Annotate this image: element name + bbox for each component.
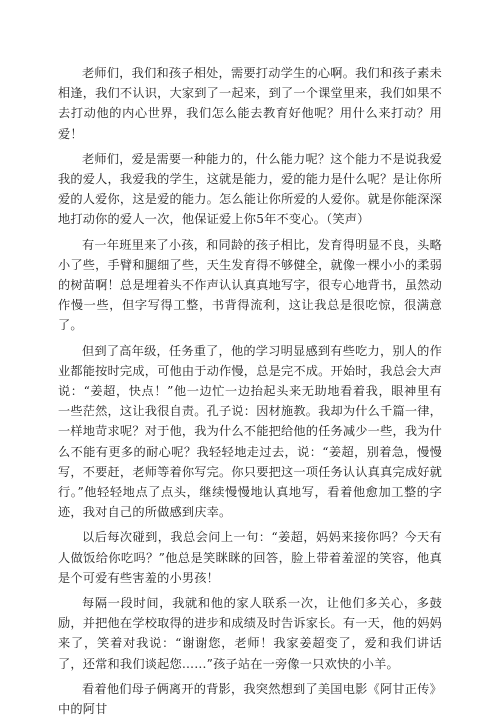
paragraph-7: 看着他们母子俩离开的背影，我突然想到了美国电影《阿甘正传》中的阿甘 — [58, 681, 442, 717]
paragraph-1: 老师们，我们和孩子相处，需要打动学生的心啊。我们和孩子素未相逢，我们不认识，大家到了一起来，到了一个课堂里来，我们如果不去打动他的内心世界，我们怎么能去教育好他呢？用什么来打动？用爱！ — [58, 66, 443, 141]
paragraph-2: 老师们，爱是需要一种能力的，什么能力呢？这个能力不是说我爱我的爱人，我爱我的学生，这就是能力，爱的能力是什么呢？是让你所爱的人爱你，这是爱的能力。怎么能让你所爱的人爱你。就是你能深深地打动你的爱人一次，他保证爱上你5年不变心。（笑声） — [58, 151, 443, 227]
paragraph-5: 以后每次碰到，我总会问上一句：“姜超，妈妈来接你吗？今天有人做饭给你吃吗？”他总是笑眯眯的回答，脸上带着羞涩的笑容，他真是个可爱有些害羞的小男孩！ — [58, 530, 442, 585]
paragraph-4: 但到了高年级，任务重了，他的学习明显感到有些吃力，别人的作业都能按时完成，可他由于动作慢，总是完不成。开始时，我总会大声说：“姜超，快点！”他一边忙一边抬起头来无助地看着我，眼神里有一些茫然，这让我很自责。孔子说：因材施教。我却为什么千篇一律，一样地苛求呢？对于他，我为什么不能把给他的任务减少一些，我为什么不能有更多的耐心呢？我轻轻地走过去，说：“姜超，别着急，慢慢写，不要赶，老师等着你写完。你只要把这一项任务认认真真完成好就行。”他轻轻地点了点头，继续慢慢地认真地写，看着他愈加工整的字迹，我对自己的所做感到庆幸。 — [58, 343, 443, 520]
paragraph-3: 有一年班里来了小孩，和同龄的孩子相比，发育得明显不良，头略小了些，手臂和腿细了些，天生发育得不够健全，就像一棵小小的柔弱的树苗啊！总是埋着头不作声认认真真地写字，很专心地背书，虽然动作慢一些，但字写得工整，书背得流利，这让我总是很吃惊，很满意了。 — [58, 237, 443, 333]
document-body — [58, 63, 442, 724]
paragraph-6: 每隔一段时间，我就和他的家人联系一次，让他们多关心，多鼓励，并把他在学校取得的进步和成绩及时告诉家长。有一天，他的妈妈来了，笑着对我说：“谢谢您，老师！我家姜超变了，爱和我们讲话了，还常和我们谈起您……”孩子站在一旁像一只欢快的小羊。 — [58, 596, 443, 671]
